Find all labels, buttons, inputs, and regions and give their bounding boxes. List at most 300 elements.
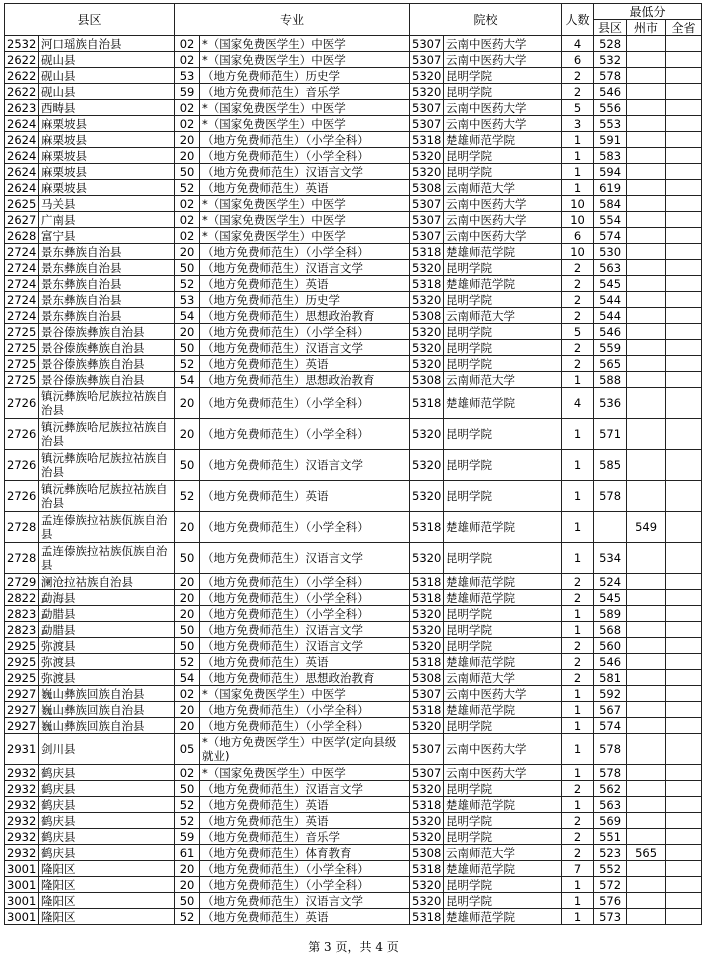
admit-count-cell: 4 [562,36,594,52]
major-name-cell: （地方免费师范生）汉语言文学 [200,340,410,356]
admit-count-cell: 2 [562,829,594,845]
city-min-score-cell [627,228,666,244]
city-min-score-cell [627,686,666,702]
county-code-cell: 2729 [5,574,39,590]
school-code-cell: 5320 [410,718,444,734]
school-code-cell: 5320 [410,450,444,481]
city-min-score-cell [627,638,666,654]
city-min-score-cell [627,670,666,686]
county-name-cell: 麻栗坡县 [39,116,175,132]
table-row [5,450,702,481]
school-name-cell: 云南师范大学 [444,372,562,388]
school-code-cell: 5308 [410,180,444,196]
county-code-cell: 2724 [5,276,39,292]
county-code-cell: 2927 [5,718,39,734]
school-name-cell: 云南中医药大学 [444,686,562,702]
table-row [5,765,702,781]
major-name-cell: *（国家免费医学生）中医学 [200,228,410,244]
school-name-cell: 昆明学院 [444,877,562,893]
table-row [5,654,702,670]
county-name-cell: 麻栗坡县 [39,148,175,164]
admit-count-cell: 2 [562,813,594,829]
school-name-cell: 昆明学院 [444,638,562,654]
major-name-cell: （地方免费师范生）汉语言文学 [200,893,410,909]
school-code-cell: 5307 [410,116,444,132]
school-code-cell: 5318 [410,276,444,292]
county-min-score-cell: 559 [594,340,627,356]
province-min-score-cell [666,68,702,84]
school-name-cell: 云南师范大学 [444,180,562,196]
school-name-cell: 昆明学院 [444,356,562,372]
county-min-score-cell: 578 [594,734,627,765]
school-name-cell: 楚雄师范学院 [444,574,562,590]
county-name-cell: 鹤庆县 [39,765,175,781]
school-code-cell: 5320 [410,324,444,340]
header-school: 院校 [410,4,562,36]
school-name-cell: 云南中医药大学 [444,228,562,244]
major-code-cell: 20 [175,702,200,718]
school-code-cell: 5320 [410,292,444,308]
county-code-cell: 2622 [5,52,39,68]
major-code-cell: 20 [175,148,200,164]
school-name-cell: 楚雄师范学院 [444,797,562,813]
school-name-cell: 昆明学院 [444,829,562,845]
admit-count-cell: 1 [562,450,594,481]
county-code-cell: 2932 [5,765,39,781]
school-code-cell: 5308 [410,308,444,324]
admit-count-cell: 2 [562,574,594,590]
school-code-cell: 5308 [410,845,444,861]
county-min-score-cell [594,512,627,543]
county-name-cell: 景谷傣族彝族自治县 [39,324,175,340]
admit-count-cell: 2 [562,654,594,670]
school-code-cell: 5320 [410,877,444,893]
county-min-score-cell: 551 [594,829,627,845]
header-province-score: 全省 [666,20,702,36]
school-name-cell: 云南师范大学 [444,670,562,686]
major-code-cell: 02 [175,36,200,52]
major-code-cell: 20 [175,590,200,606]
county-min-score-cell: 532 [594,52,627,68]
county-code-cell: 2726 [5,419,39,450]
school-code-cell: 5307 [410,686,444,702]
school-code-cell: 5320 [410,84,444,100]
major-code-cell: 20 [175,244,200,260]
county-min-score-cell: 534 [594,543,627,574]
county-min-score-cell: 588 [594,372,627,388]
table-row [5,244,702,260]
table-row [5,148,702,164]
school-name-cell: 昆明学院 [444,292,562,308]
school-name-cell: 昆明学院 [444,781,562,797]
admit-count-cell: 1 [562,622,594,638]
major-code-cell: 50 [175,450,200,481]
table-row [5,212,702,228]
county-code-cell: 2726 [5,450,39,481]
table-row [5,638,702,654]
table-row [5,164,702,180]
city-min-score-cell [627,450,666,481]
admit-count-cell: 1 [562,481,594,512]
city-min-score-cell [627,68,666,84]
major-name-cell: （地方免费师范生）英语 [200,356,410,372]
admit-count-cell: 2 [562,68,594,84]
city-min-score-cell [627,340,666,356]
table-row [5,84,702,100]
province-min-score-cell [666,388,702,419]
county-min-score-cell: 536 [594,388,627,419]
province-min-score-cell [666,132,702,148]
admit-count-cell: 2 [562,845,594,861]
major-code-cell: 50 [175,260,200,276]
county-name-cell: 勐腊县 [39,622,175,638]
table-row [5,781,702,797]
city-min-score-cell [627,212,666,228]
city-min-score-cell [627,148,666,164]
county-min-score-cell: 552 [594,861,627,877]
county-name-cell: 河口瑶族自治县 [39,36,175,52]
table-row [5,228,702,244]
school-code-cell: 5320 [410,893,444,909]
school-name-cell: 昆明学院 [444,324,562,340]
major-code-cell: 54 [175,308,200,324]
school-code-cell: 5318 [410,590,444,606]
table-row [5,893,702,909]
county-min-score-cell: 563 [594,797,627,813]
school-code-cell: 5307 [410,228,444,244]
county-name-cell: 巍山彝族回族自治县 [39,718,175,734]
county-name-cell: 景谷傣族彝族自治县 [39,372,175,388]
province-min-score-cell [666,116,702,132]
county-min-score-cell: 553 [594,116,627,132]
province-min-score-cell [666,308,702,324]
school-name-cell: 楚雄师范学院 [444,654,562,670]
major-code-cell: 50 [175,622,200,638]
province-min-score-cell [666,276,702,292]
major-code-cell: 52 [175,276,200,292]
city-min-score-cell [627,829,666,845]
school-code-cell: 5307 [410,212,444,228]
province-min-score-cell [666,372,702,388]
county-code-cell: 2624 [5,180,39,196]
city-min-score-cell [627,909,666,925]
admit-count-cell: 1 [562,180,594,196]
major-name-cell: *（国家免费医学生）中医学 [200,686,410,702]
major-name-cell: （地方免费师范生）汉语言文学 [200,164,410,180]
table-row [5,324,702,340]
county-code-cell: 2622 [5,84,39,100]
county-code-cell: 2725 [5,372,39,388]
county-code-cell: 2725 [5,324,39,340]
admit-count-cell: 4 [562,388,594,419]
major-code-cell: 05 [175,734,200,765]
table-row [5,132,702,148]
county-min-score-cell: 545 [594,276,627,292]
county-min-score-cell: 569 [594,813,627,829]
school-code-cell: 5320 [410,68,444,84]
province-min-score-cell [666,356,702,372]
city-min-score-cell [627,893,666,909]
county-name-cell: 鹤庆县 [39,813,175,829]
major-name-cell: （地方免费师范生）历史学 [200,68,410,84]
city-min-score-cell [627,574,666,590]
city-min-score-cell [627,244,666,260]
province-min-score-cell [666,718,702,734]
city-min-score-cell [627,765,666,781]
major-name-cell: *（国家免费医学生）中医学 [200,52,410,68]
county-name-cell: 鹤庆县 [39,829,175,845]
major-code-cell: 50 [175,164,200,180]
school-code-cell: 5307 [410,36,444,52]
major-code-cell: 59 [175,829,200,845]
school-code-cell: 5320 [410,356,444,372]
major-name-cell: （地方免费师范生）（小学全科） [200,132,410,148]
header-min-score: 最低分 [594,4,702,20]
county-name-cell: 勐海县 [39,590,175,606]
city-min-score-cell [627,180,666,196]
major-code-cell: 50 [175,543,200,574]
major-code-cell: 52 [175,654,200,670]
major-name-cell: *（国家免费医学生）中医学 [200,100,410,116]
province-min-score-cell [666,877,702,893]
county-code-cell: 2725 [5,340,39,356]
school-name-cell: 云南中医药大学 [444,765,562,781]
county-min-score-cell: 562 [594,781,627,797]
major-name-cell: （地方免费师范生）汉语言文学 [200,622,410,638]
major-code-cell: 02 [175,228,200,244]
county-name-cell: 砚山县 [39,84,175,100]
province-min-score-cell [666,574,702,590]
school-name-cell: 云南中医药大学 [444,52,562,68]
school-name-cell: 昆明学院 [444,813,562,829]
admit-count-cell: 1 [562,372,594,388]
school-code-cell: 5318 [410,654,444,670]
province-min-score-cell [666,52,702,68]
county-name-cell: 镇沅彝族哈尼族拉祜族自治县 [39,419,175,450]
table-row [5,797,702,813]
county-min-score-cell: 576 [594,893,627,909]
admit-count-cell: 2 [562,781,594,797]
county-code-cell: 2624 [5,164,39,180]
admit-count-cell: 10 [562,196,594,212]
county-name-cell: 景东彝族自治县 [39,308,175,324]
county-code-cell: 3001 [5,909,39,925]
county-name-cell: 鹤庆县 [39,781,175,797]
table-row [5,388,702,419]
city-min-score-cell [627,718,666,734]
major-code-cell: 50 [175,893,200,909]
major-code-cell: 02 [175,196,200,212]
major-code-cell: 53 [175,292,200,308]
county-code-cell: 2927 [5,686,39,702]
school-name-cell: 云南中医药大学 [444,116,562,132]
school-code-cell: 5320 [410,606,444,622]
county-min-score-cell: 544 [594,292,627,308]
county-code-cell: 2625 [5,196,39,212]
county-min-score-cell: 574 [594,228,627,244]
major-name-cell: *（地方免费医学生）中医学(定向县级就业) [200,734,410,765]
county-name-cell: 砚山县 [39,52,175,68]
header-major: 专业 [175,4,410,36]
county-code-cell: 3001 [5,861,39,877]
major-code-cell: 02 [175,765,200,781]
county-name-cell: 麻栗坡县 [39,164,175,180]
major-name-cell: （地方免费师范生）英语 [200,797,410,813]
school-name-cell: 云南中医药大学 [444,196,562,212]
county-code-cell: 2932 [5,781,39,797]
major-code-cell: 20 [175,718,200,734]
province-min-score-cell [666,481,702,512]
table-row [5,813,702,829]
major-code-cell: 52 [175,481,200,512]
school-name-cell: 昆明学院 [444,450,562,481]
admission-table-page [4,3,702,925]
county-min-score-cell: 528 [594,36,627,52]
city-min-score-cell [627,84,666,100]
admit-count-cell: 1 [562,909,594,925]
county-name-cell: 勐腊县 [39,606,175,622]
table-row [5,590,702,606]
province-min-score-cell [666,292,702,308]
major-code-cell: 54 [175,670,200,686]
county-code-cell: 2823 [5,606,39,622]
province-min-score-cell [666,909,702,925]
county-name-cell: 巍山彝族回族自治县 [39,686,175,702]
province-min-score-cell [666,702,702,718]
major-code-cell: 50 [175,638,200,654]
admit-count-cell: 1 [562,606,594,622]
school-code-cell: 5307 [410,734,444,765]
province-min-score-cell [666,781,702,797]
major-name-cell: *（国家免费医学生）中医学 [200,116,410,132]
city-min-score-cell [627,356,666,372]
school-code-cell: 5307 [410,765,444,781]
major-name-cell: （地方免费师范生）（小学全科） [200,877,410,893]
major-code-cell: 02 [175,116,200,132]
table-row [5,481,702,512]
county-name-cell: 西畴县 [39,100,175,116]
table-row [5,260,702,276]
major-code-cell: 52 [175,909,200,925]
admit-count-cell: 1 [562,132,594,148]
city-min-score-cell [627,132,666,148]
county-name-cell: 隆阳区 [39,877,175,893]
city-min-score-cell [627,781,666,797]
table-row [5,702,702,718]
county-name-cell: 隆阳区 [39,861,175,877]
city-min-score-cell [627,36,666,52]
admit-count-cell: 2 [562,276,594,292]
table-body [5,36,702,925]
county-code-cell: 2927 [5,702,39,718]
table-row [5,36,702,52]
major-code-cell: 52 [175,813,200,829]
county-name-cell: 鹤庆县 [39,845,175,861]
county-min-score-cell: 574 [594,718,627,734]
county-min-score-cell: 523 [594,845,627,861]
city-min-score-cell [627,308,666,324]
city-min-score-cell [627,52,666,68]
major-code-cell: 20 [175,877,200,893]
admit-count-cell: 1 [562,512,594,543]
province-min-score-cell [666,670,702,686]
table-row [5,180,702,196]
city-min-score-cell [627,734,666,765]
major-name-cell: *（国家免费医学生）中医学 [200,765,410,781]
table-row [5,622,702,638]
table-row [5,419,702,450]
table-row [5,877,702,893]
major-name-cell: （地方免费师范生）思想政治教育 [200,308,410,324]
county-name-cell: 镇沅彝族哈尼族拉祜族自治县 [39,388,175,419]
admit-count-cell: 1 [562,893,594,909]
county-min-score-cell: 581 [594,670,627,686]
admit-count-cell: 2 [562,260,594,276]
school-name-cell: 楚雄师范学院 [444,388,562,419]
county-code-cell: 2925 [5,654,39,670]
city-min-score-cell [627,100,666,116]
school-name-cell: 昆明学院 [444,84,562,100]
major-name-cell: （地方免费师范生）英语 [200,276,410,292]
school-name-cell: 昆明学院 [444,543,562,574]
major-code-cell: 52 [175,356,200,372]
county-code-cell: 2624 [5,132,39,148]
county-code-cell: 2532 [5,36,39,52]
admit-count-cell: 2 [562,638,594,654]
major-code-cell: 02 [175,100,200,116]
school-name-cell: 楚雄师范学院 [444,244,562,260]
table-row [5,308,702,324]
county-name-cell: 弥渡县 [39,638,175,654]
admit-count-cell: 10 [562,244,594,260]
county-min-score-cell: 591 [594,132,627,148]
county-min-score-cell: 578 [594,68,627,84]
school-code-cell: 5318 [410,388,444,419]
province-min-score-cell [666,100,702,116]
province-min-score-cell [666,590,702,606]
admit-count-cell: 5 [562,100,594,116]
major-name-cell: *（国家免费医学生）中医学 [200,196,410,212]
admit-count-cell: 2 [562,84,594,100]
admit-count-cell: 1 [562,543,594,574]
province-min-score-cell [666,893,702,909]
county-name-cell: 砚山县 [39,68,175,84]
school-code-cell: 5307 [410,52,444,68]
county-code-cell: 2932 [5,845,39,861]
school-name-cell: 楚雄师范学院 [444,702,562,718]
major-name-cell: *（国家免费医学生）中医学 [200,36,410,52]
school-name-cell: 昆明学院 [444,419,562,450]
school-code-cell: 5318 [410,797,444,813]
major-name-cell: （地方免费师范生）汉语言文学 [200,781,410,797]
province-min-score-cell [666,765,702,781]
admit-count-cell: 1 [562,877,594,893]
county-code-cell: 2822 [5,590,39,606]
table-row [5,196,702,212]
school-code-cell: 5320 [410,481,444,512]
major-code-cell: 20 [175,512,200,543]
county-min-score-cell: 556 [594,100,627,116]
school-code-cell: 5308 [410,670,444,686]
table-row [5,52,702,68]
school-name-cell: 昆明学院 [444,606,562,622]
major-code-cell: 50 [175,340,200,356]
major-name-cell: （地方免费师范生）（小学全科） [200,244,410,260]
province-min-score-cell [666,340,702,356]
province-min-score-cell [666,244,702,260]
school-code-cell: 5320 [410,340,444,356]
province-min-score-cell [666,829,702,845]
